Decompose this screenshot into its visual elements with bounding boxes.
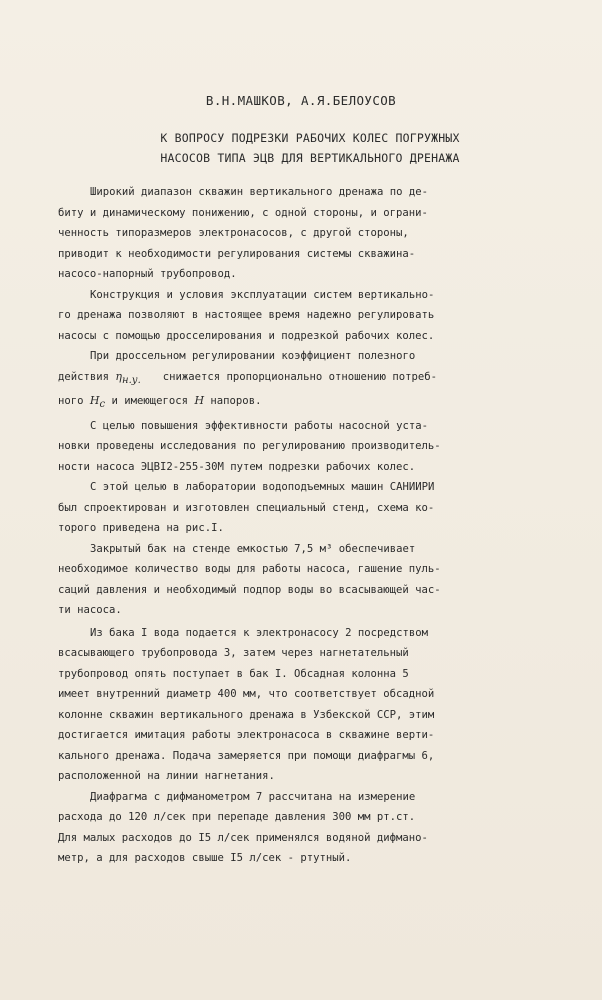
text-line: го дренажа позволяют в настоящее время надежно регулировать [58, 309, 435, 321]
text-line: расхода до 120 л/сек при перепаде давления 300 мм рт.ст. [58, 811, 416, 824]
text-fragment: действия [58, 370, 110, 383]
text-line: Для малых расходов до I5 л/сек применялся водяной дифмано- [58, 831, 428, 844]
paper-title [60, 128, 560, 168]
text-line: саций давления и необходимый подпор воды во всасывающей час- [58, 583, 441, 596]
text-line: Из бака I вода подается к электронасосу 2 посредством [90, 626, 429, 639]
text-line: Широкий диапазон скважин вертикального дренажа по де- [90, 186, 429, 198]
paragraph [58, 346, 578, 416]
text-line: трубопровод опять поступает в бак I. Обсадная колонна 5 [58, 667, 409, 680]
text-line: ченность типоразмеров электронасосов, с другой стороны, [58, 227, 409, 239]
text-line: приводит к необходимости регулирования системы скважина- [58, 247, 416, 260]
paragraph [58, 285, 578, 347]
document-body [58, 182, 578, 869]
text-line: необходимое количество воды для работы насоса, гашение пуль- [58, 563, 441, 576]
available-head-symbol: H [194, 394, 205, 408]
text-line: Закрытый бак на стенде емкостью 7,5 м³ обеспечивает [90, 542, 416, 555]
title-line: К ВОПРОСУ ПОДРЕЗКИ РАБОЧИХ КОЛЕС ПОГРУЖНЫХ [160, 131, 460, 145]
text-fragment: напоров. [210, 395, 262, 408]
paragraph [58, 416, 578, 478]
text-line: Диафрагма с дифманометром 7 рассчитана на измерение [90, 790, 416, 803]
authors: В.Н.МАШКОВ, А.Я.БЕЛОУСОВ [205, 93, 397, 108]
paragraph [58, 623, 578, 787]
text-line: ности насоса ЭЦВI2-255-30М путем подрезки рабочих колес. [58, 460, 416, 473]
text-line [58, 391, 578, 416]
text-line: достигается имитация работы электронасоса в скважине верти- [58, 729, 435, 742]
text-line: насосы с помощью дросселирования и подрезкой рабочих колес. [58, 329, 435, 342]
text-line: торого приведена на рис.I. [58, 522, 224, 535]
text-line: был спроектирован и изготовлен специальный стенд, схема ко- [58, 501, 435, 514]
text-line: колонне скважин вертикального дренажа в Узбекской ССР, этим [58, 708, 435, 721]
paragraph [58, 182, 578, 285]
paragraph [58, 787, 578, 869]
text-line: насосо-напорный трубопровод. [58, 268, 237, 280]
paragraph [58, 539, 578, 621]
text-line: метр, а для расходов свыше I5 л/сек - ртутный. [58, 852, 352, 865]
paragraph [58, 477, 578, 539]
text-fragment: снижается пропорционально отношению потреб- [162, 370, 438, 383]
text-line: всасывающего трубопровода 3, затем через нагнетательный [58, 647, 409, 660]
text-line: новки проведены исследования по регулированию производитель- [58, 440, 441, 453]
text-line [58, 367, 578, 392]
text-line: кального дренажа. Подача замеряется при помощи диафрагмы 6, [58, 749, 435, 762]
required-head-subscript: c [99, 399, 106, 411]
text-line: биту и динамическому понижению, с одной стороны, и ограни- [58, 206, 428, 219]
text-line: ти насоса. [58, 604, 122, 617]
text-fragment: ного [58, 395, 84, 408]
text-line: При дроссельном регулировании коэффициент полезного [90, 350, 416, 362]
efficiency-symbol-subscript: н.у. [122, 374, 141, 386]
efficiency-symbol: η [115, 369, 123, 383]
text-fragment: и имеющегося [111, 395, 189, 408]
text-line: С целью повышения эффективности работы насосной уста- [90, 419, 429, 432]
text-line: Конструкция и условия эксплуатации систем вертикально- [90, 288, 435, 301]
text-line: расположенной на линии нагнетания. [58, 770, 275, 783]
required-head-symbol: H [89, 394, 100, 408]
text-line: имеет внутренний диаметр 400 мм, что соответствует обсадной [58, 688, 435, 701]
title-line: НАСОСОВ ТИПА ЭЦВ ДЛЯ ВЕРТИКАЛЬНОГО ДРЕНАЖА [160, 151, 460, 165]
text-line: С этой целью в лаборатории водоподъемных машин САНИИРИ [90, 481, 435, 494]
